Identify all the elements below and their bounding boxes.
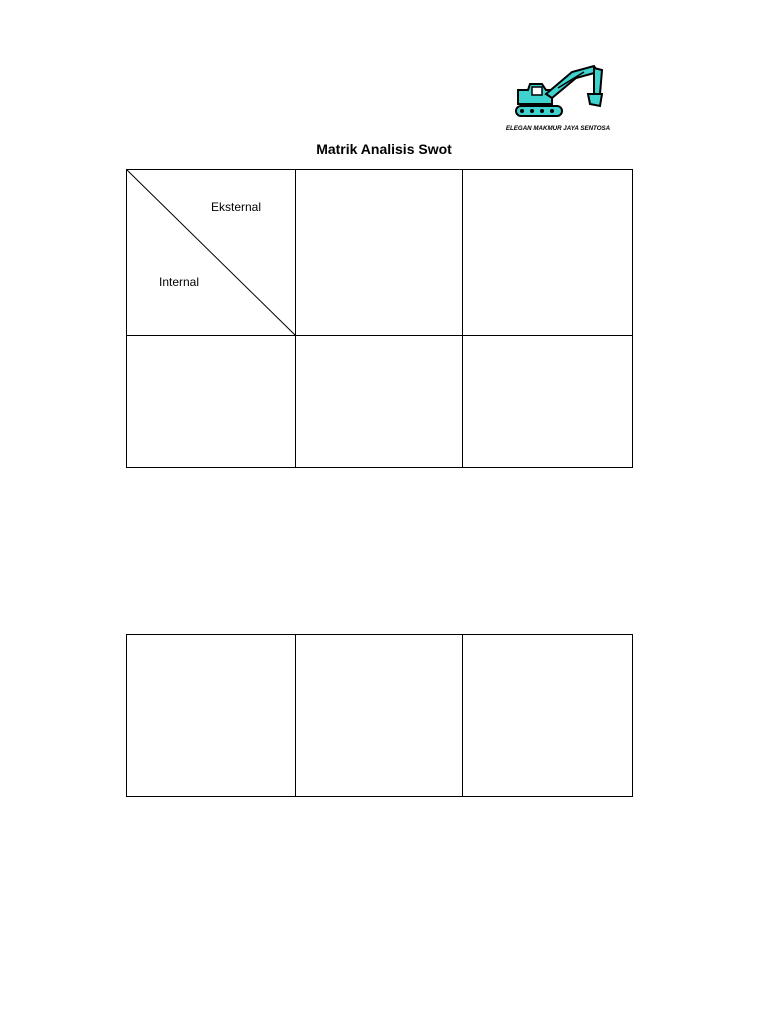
- second-table: [126, 634, 633, 797]
- excavator-icon: [502, 60, 614, 136]
- swot-matrix-table: [126, 169, 633, 468]
- table-row: [127, 336, 633, 468]
- matrix-cell: [463, 336, 633, 468]
- matrix-cell: [296, 170, 463, 336]
- table-cell: [127, 635, 296, 797]
- table-cell: [296, 635, 463, 797]
- internal-label: Internal: [159, 275, 200, 289]
- table-row: [127, 170, 633, 336]
- matrix-corner-cell: [127, 170, 296, 336]
- matrix-cell: [296, 336, 463, 468]
- external-label: Eksternal: [211, 200, 262, 214]
- matrix-cell: [463, 170, 633, 336]
- diagonal-divider: [127, 170, 295, 335]
- logo-text: ELEGAN MAKMUR JAYA SENTOSA: [505, 125, 611, 132]
- table-cell: [463, 635, 633, 797]
- table-row: [127, 635, 633, 797]
- company-logo: [502, 60, 614, 136]
- matrix-cell: [127, 336, 296, 468]
- page-title: Matrik Analisis Swot: [316, 141, 452, 157]
